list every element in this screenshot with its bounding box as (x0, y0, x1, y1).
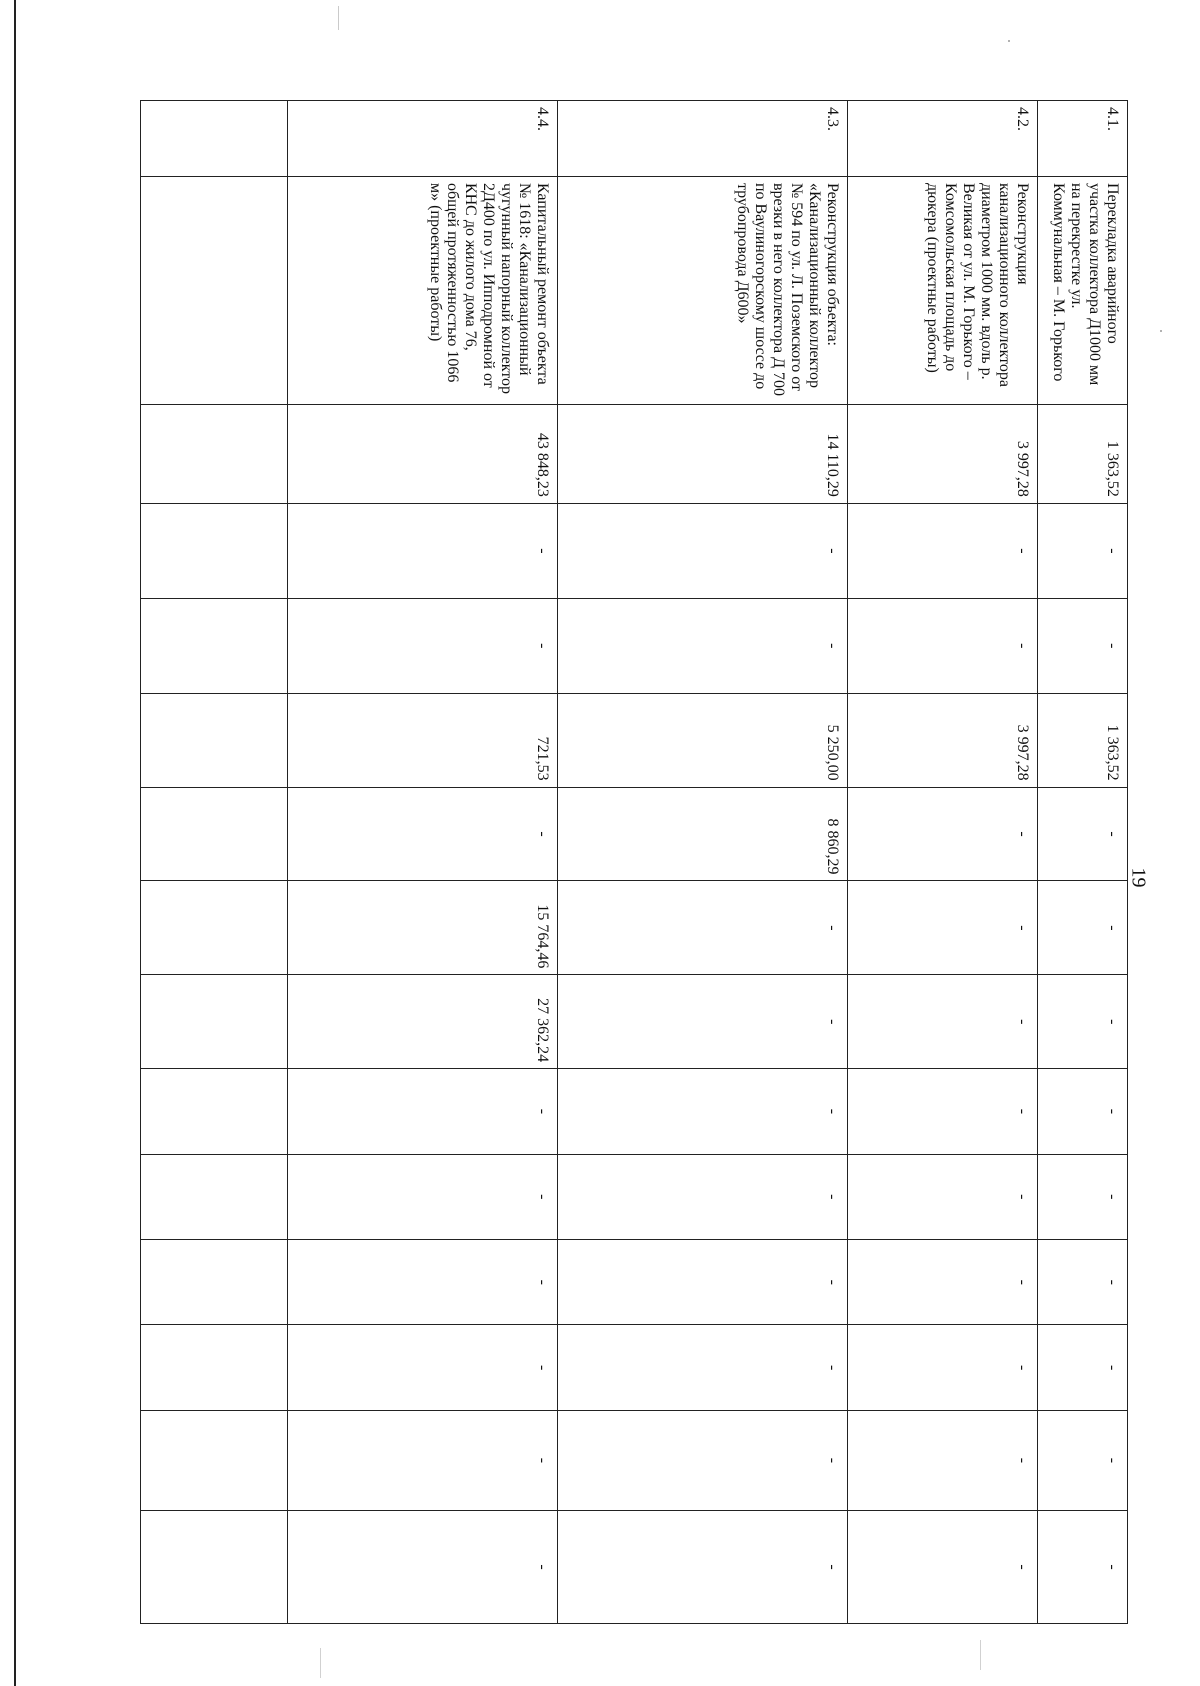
object-name: Перекладка аварийного участка коллектора Д1000 мм на перекрестке ул. Коммунальная – М. Горького (1038, 176, 1128, 404)
value-cell: - (558, 1069, 848, 1154)
value-cell: - (1038, 1511, 1128, 1624)
value-cell (141, 881, 288, 975)
value-cell (141, 1325, 288, 1410)
row-number: 4.4. (288, 101, 558, 177)
value-cell: - (288, 1325, 558, 1410)
value-cell: 43 848,23 (288, 404, 558, 503)
value-cell: - (1038, 1410, 1128, 1510)
value-cell: - (288, 1410, 558, 1510)
value-cell (141, 975, 288, 1069)
value-cell: - (288, 1511, 558, 1624)
value-cell: - (1038, 881, 1128, 975)
table-row (141, 101, 288, 1624)
value-cell (141, 598, 288, 693)
value-cell: - (848, 503, 1038, 598)
value-cell: - (1038, 787, 1128, 881)
value-cell: - (558, 598, 848, 693)
value-cell: - (288, 1069, 558, 1154)
value-cell: - (1038, 1325, 1128, 1410)
value-cell: - (558, 1325, 848, 1410)
table-row (558, 101, 848, 1624)
value-cell: - (558, 881, 848, 975)
value-cell (141, 1511, 288, 1624)
value-cell: - (558, 1240, 848, 1325)
value-cell: - (1038, 1069, 1128, 1154)
value-cell: - (848, 598, 1038, 693)
object-name: Капитальный ремонт объекта № 1618: «Канализационный чугунный напорный коллектор 2Д400 по ул. Ипподромной от КНС до жилого дома 76, общей протяженностью 1066 м» (проектные работы) (288, 176, 558, 404)
value-cell: 27 362,24 (288, 975, 558, 1069)
value-cell: - (558, 975, 848, 1069)
value-cell (141, 1240, 288, 1325)
scan-speck (320, 1648, 321, 1678)
value-cell: - (1038, 1154, 1128, 1239)
value-cell: - (1038, 503, 1128, 598)
value-cell: - (288, 1154, 558, 1239)
program-table (140, 100, 1128, 1624)
scan-speck (338, 6, 339, 30)
value-cell: - (848, 1069, 1038, 1154)
object-name: Реконструкция объекта: «Канализационный коллектор № 594 по ул. Л. Поземского от врезки в него коллектора Д 700 по Ваулиногорскому шоссе до трубопровода Д600» (558, 176, 848, 404)
value-cell: - (1038, 975, 1128, 1069)
value-cell: - (288, 1240, 558, 1325)
value-cell (141, 787, 288, 881)
value-cell (141, 1154, 288, 1239)
row-number (141, 101, 288, 177)
scan-speck (1160, 330, 1162, 332)
table-row (1038, 101, 1128, 1624)
value-cell (141, 693, 288, 787)
value-cell (141, 1410, 288, 1510)
value-cell: - (1038, 1240, 1128, 1325)
value-cell (141, 1069, 288, 1154)
value-cell: 15 764,46 (288, 881, 558, 975)
value-cell (141, 503, 288, 598)
table-row (288, 101, 558, 1624)
binding-edge-line (14, 0, 16, 1686)
value-cell: - (288, 787, 558, 881)
value-cell: - (558, 503, 848, 598)
row-number: 4.3. (558, 101, 848, 177)
value-cell: - (288, 598, 558, 693)
value-cell (141, 404, 288, 503)
value-cell: - (848, 975, 1038, 1069)
value-cell: - (848, 1511, 1038, 1624)
value-cell: - (848, 787, 1038, 881)
table-row (848, 101, 1038, 1624)
value-cell: 1 363,52 (1038, 693, 1128, 787)
value-cell: 5 250,00 (558, 693, 848, 787)
value-cell: 721,53 (288, 693, 558, 787)
value-cell: - (558, 1410, 848, 1510)
value-cell: - (848, 1240, 1038, 1325)
value-cell: - (1038, 598, 1128, 693)
object-name: Реконструкция канализационного коллектора диаметром 1000 мм. вдоль р. Великая от ул. М. Горького – Комсомольская площадь до дюкера (проектные работы) (848, 176, 1038, 404)
value-cell: 1 363,52 (1038, 404, 1128, 503)
value-cell: - (848, 881, 1038, 975)
value-cell: - (848, 1154, 1038, 1239)
page-number: 19 (1127, 867, 1150, 888)
value-cell: - (288, 503, 558, 598)
value-cell: - (848, 1410, 1038, 1510)
value-cell: 3 997,28 (848, 404, 1038, 503)
value-cell: 8 860,29 (558, 787, 848, 881)
scan-speck (980, 1640, 981, 1670)
row-number: 4.1. (1038, 101, 1128, 177)
value-cell: - (848, 1325, 1038, 1410)
object-name (141, 176, 288, 404)
value-cell: 3 997,28 (848, 693, 1038, 787)
value-cell: 14 110,29 (558, 404, 848, 503)
value-cell: - (558, 1154, 848, 1239)
scan-speck (1008, 40, 1010, 42)
row-number: 4.2. (848, 101, 1038, 177)
value-cell: - (558, 1511, 848, 1624)
